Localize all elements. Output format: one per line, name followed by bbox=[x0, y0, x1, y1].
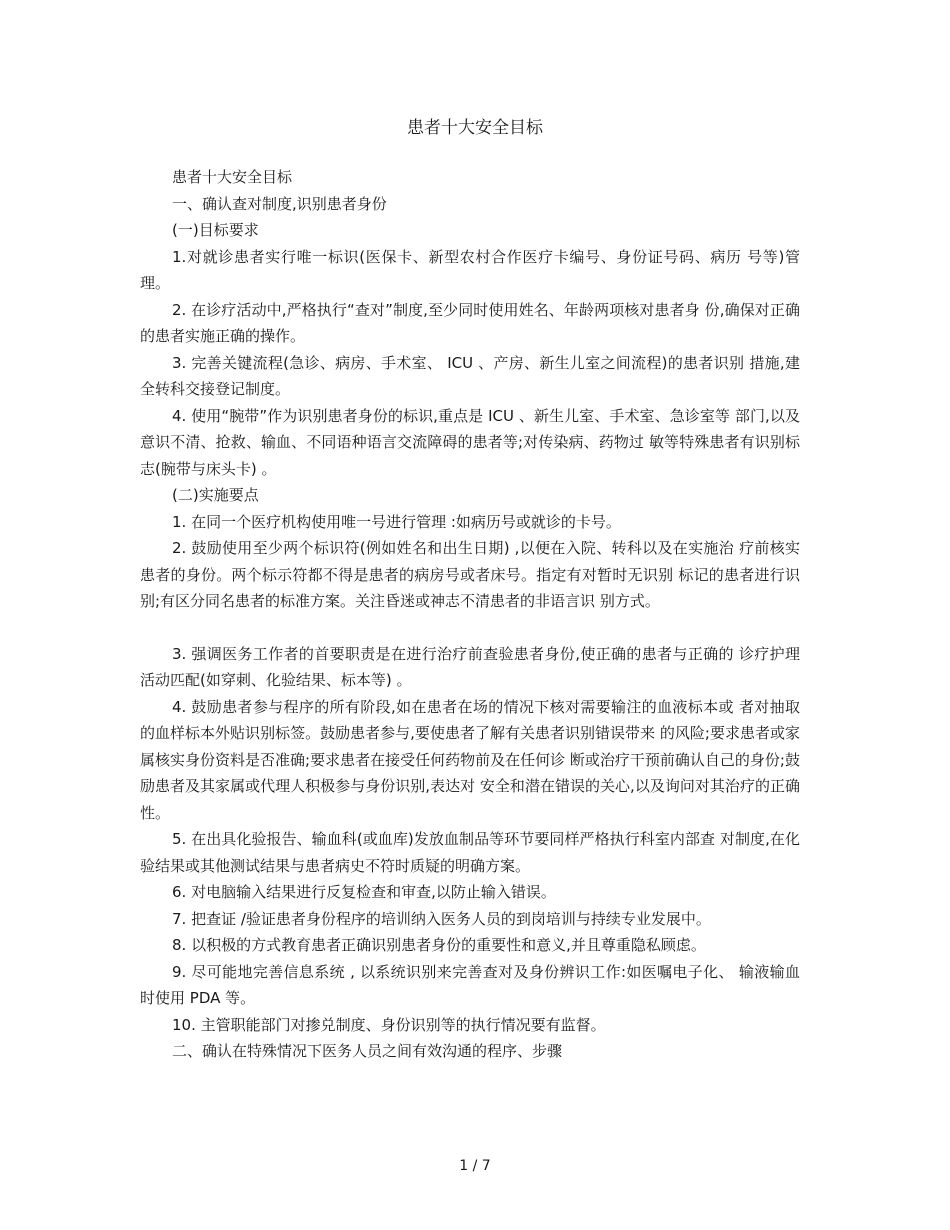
implementation-item-10: 10. 主管职能部门对掺兑制度、身份识别等的执行情况要有监督。 bbox=[172, 1015, 606, 1034]
implementation-item-1: 1. 在同一个医疗机构使用唯一号进行管理 :如病历号或就诊的卡号。 bbox=[172, 512, 621, 531]
implementation-item-8: 8. 以积极的方式教育患者正确识别患者身份的重要性和意义,并且尊重隐私顾虑。 bbox=[172, 936, 706, 954]
implementation-item-7: 7. 把查证 /验证患者身份程序的培训纳入医务人员的到岗培训与持续专业发展中。 bbox=[172, 909, 711, 928]
implementation-item-5: 5. 在出具化验报告、输血科(或血库)发放血制品等环节要同样严格执行科室内部查 对制度,在化验结果或其他测试结果与患者病史不符时质疑的明确方案。 bbox=[140, 830, 800, 875]
subsection-heading-implementation: (二)实施要点 bbox=[172, 486, 259, 504]
implementation-item-6: 6. 对电脑输入结果进行反复检查和审查,以防止输入错误。 bbox=[172, 883, 556, 901]
paragraph-heading: 患者十大安全目标 bbox=[172, 168, 293, 186]
document-body bbox=[140, 164, 800, 1065]
goal-item-3: 3. 完善关键流程(急诊、病房、手术室、 ICU 、产房、新生儿室之间流程)的患者识别 措施,建全转科交接登记制度。 bbox=[140, 353, 800, 398]
goal-item-4: 4. 使用“腕带”作为识别患者身份的标识,重点是 ICU 、新生儿室、手术室、急诊室等 部门,以及意识不清、抢救、输血、不同语种语言交流障碍的患者等;对传染病、药物过 敏等特殊患者有识别标志(腕带与床头卡) 。 bbox=[140, 406, 800, 478]
implementation-item-4: 4. 鼓励患者参与程序的所有阶段,如在患者在场的情况下核对需要输注的血液标本或 者对抽取的血样标本外贴识别标签。鼓励患者参与,要使患者了解有关患者识别错误带来 的风险;要求患者或家属核实身份资料是否准确;要求患者在接受任何药物前及在任何诊 断或治疗干预前确认自己的身份;鼓励患者及其家属或代理人积极参与身份识别,表达对 安全和潜在错误的关心,以及询问对其治疗的正确性。 bbox=[140, 697, 800, 822]
implementation-item-9: 9. 尽可能地完善信息系统 , 以系统识别来完善查对及身份辨识工作:如医嘱电子化、 输液输血时使用 PDA 等。 bbox=[140, 962, 800, 1007]
subsection-heading-goals: (一)目标要求 bbox=[172, 221, 259, 239]
section-heading-1: 一、确认查对制度,识别患者身份 bbox=[172, 194, 387, 213]
section-heading-2: 二、确认在特殊情况下医务人员之间有效沟通的程序、步骤 bbox=[172, 1042, 563, 1060]
implementation-item-3: 3. 强调医务工作者的首要职责是在进行治疗前查验患者身份,使正确的患者与正确的 诊疗护理活动匹配(如穿刺、化验结果、标本等) 。 bbox=[140, 644, 800, 689]
document-title: 患者十大安全目标 bbox=[407, 118, 543, 138]
implementation-item-2: 2. 鼓励使用至少两个标识符(例如姓名和出生日期) ,以便在入院、转科以及在实施治 疗前核实患者的身份。两个标示符都不得是患者的病房号或者床号。指定有对暂时无识别 标记的患者进行识别;有区分同名患者的标准方案。关注昏迷或神志不清患者的非语言识 别方式。 bbox=[140, 539, 800, 610]
page-number: 1 / 7 bbox=[459, 1158, 491, 1174]
goal-item-2: 2. 在诊疗活动中,严格执行“查对”制度,至少同时使用姓名、年龄两项核对患者身 份,确保对正确的患者实施正确的操作。 bbox=[140, 300, 800, 345]
goal-item-1: 1.对就诊患者实行唯一标识(医保卡、新型农村合作医疗卡编号、身份证号码、病历 号等)管理。 bbox=[140, 247, 800, 292]
